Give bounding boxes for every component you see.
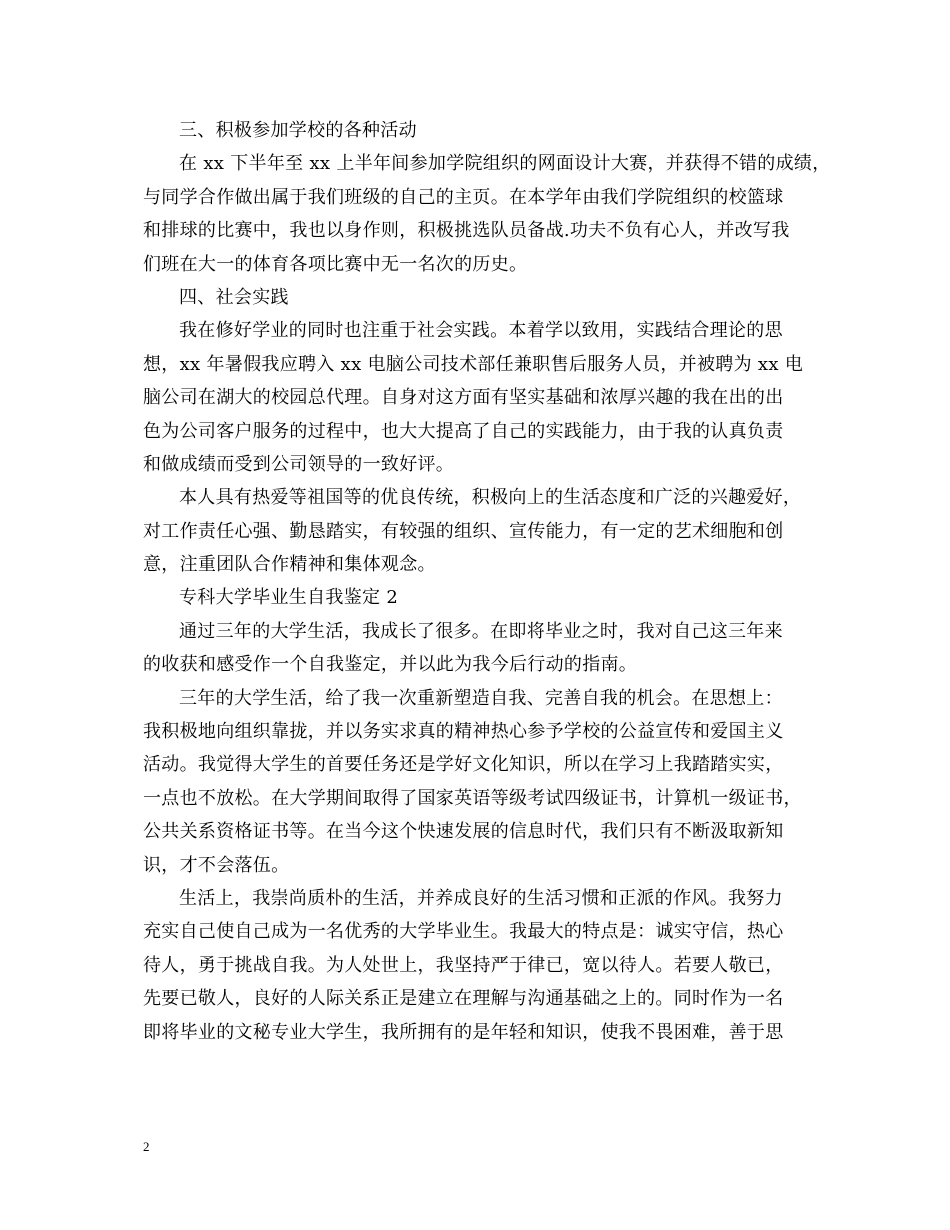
paragraph-line: 色为公司客户服务的过程中，也大大提高了自己的实践能力，由于我的认真负责 <box>143 420 784 442</box>
paragraph-line: 脑公司在湖大的校园总代理。自身对这方面有坚实基础和浓厚兴趣的我在出的出 <box>143 387 784 409</box>
document-body <box>143 114 831 1049</box>
paragraph-line: 和排球的比赛中，我也以身作则，积极挑选队员备战.功夫不负有心人，并改写我 <box>143 220 790 242</box>
paragraph-line: 公共关系资格证书等。在当今这个快速发展的信息时代，我们只有不断汲取新知 <box>143 821 784 843</box>
page-number: 2 <box>143 1139 150 1154</box>
paragraph-line: 充实自己使自己成为一名优秀的大学毕业生。我最大的特点是：诚实守信，热心 <box>143 921 784 943</box>
paragraph-line: 生活上，我崇尚质朴的生活，并养成良好的生活习惯和正派的作风。我努力 <box>179 887 783 909</box>
paragraph-line: 先要已敬人，良好的人际关系正是建立在理解与沟通基础之上的。同时作为一名 <box>143 988 784 1010</box>
paragraph-line: 一点也不放松。在大学期间取得了国家英语等级考试四级证书，计算机一级证书， <box>143 787 802 809</box>
paragraph-line: 们班在大一的体育各项比赛中无一名次的历史。 <box>143 253 528 275</box>
paragraph-line: 即将毕业的文秘专业大学生，我所拥有的是年轻和知识，使我不畏困难，善于思 <box>143 1021 784 1043</box>
paragraph-line: 在 xx 下半年至 xx 上半年间参加学院组织的网面设计大赛，并获得不错的成绩， <box>179 153 831 175</box>
paragraph-line: 想，xx 年暑假我应聘入 xx 电脑公司技术部任兼职售后服务人员，并被聘为 xx 电 <box>143 353 804 375</box>
paragraph-line: 和做成绩而受到公司领导的一致好评。 <box>143 453 455 475</box>
section-heading-activities: 三、积极参加学校的各种活动 <box>179 120 417 141</box>
section-heading-social-practice: 四、社会实践 <box>179 286 289 308</box>
paragraph-line: 三年的大学生活，给了我一次重新塑造自我、完善自我的机会。在思想上： <box>179 687 783 709</box>
paragraph-line: 通过三年的大学生活，我成长了很多。在即将毕业之时，我对自己这三年来 <box>179 620 783 642</box>
paragraph-line: 意，注重团队合作精神和集体观念。 <box>143 554 436 576</box>
document-subtitle: 专科大学毕业生自我鉴定 2 <box>179 587 399 609</box>
paragraph-line: 对工作责任心强、勤恳踏实，有较强的组织、宣传能力，有一定的艺术细胞和创 <box>143 520 784 542</box>
paragraph-line: 待人，勇于挑战自我。为人处世上，我坚持严于律已，宽以待人。若要人敬已， <box>143 954 784 976</box>
paragraph-line: 本人具有热爱等祖国等的优良传统，积极向上的生活态度和广泛的兴趣爱好， <box>179 487 802 509</box>
paragraph-line: 我积极地向组织靠拢，并以务实求真的精神热心参予学校的公益宣传和爱国主义 <box>143 721 784 743</box>
paragraph-line: 识，才不会落伍。 <box>143 854 290 876</box>
paragraph-line: 的收获和感受作一个自我鉴定，并以此为我今后行动的指南。 <box>143 654 638 676</box>
paragraph-line: 活动。我觉得大学生的首要任务还是学好文化知识，所以在学习上我踏踏实实， <box>143 754 784 776</box>
paragraph-line: 我在修好学业的同时也注重于社会实践。本着学以致用，实践结合理论的思 <box>179 320 783 342</box>
paragraph-line: 与同学合作做出属于我们班级的自己的主页。在本学年由我们学院组织的校篮球 <box>143 186 784 208</box>
